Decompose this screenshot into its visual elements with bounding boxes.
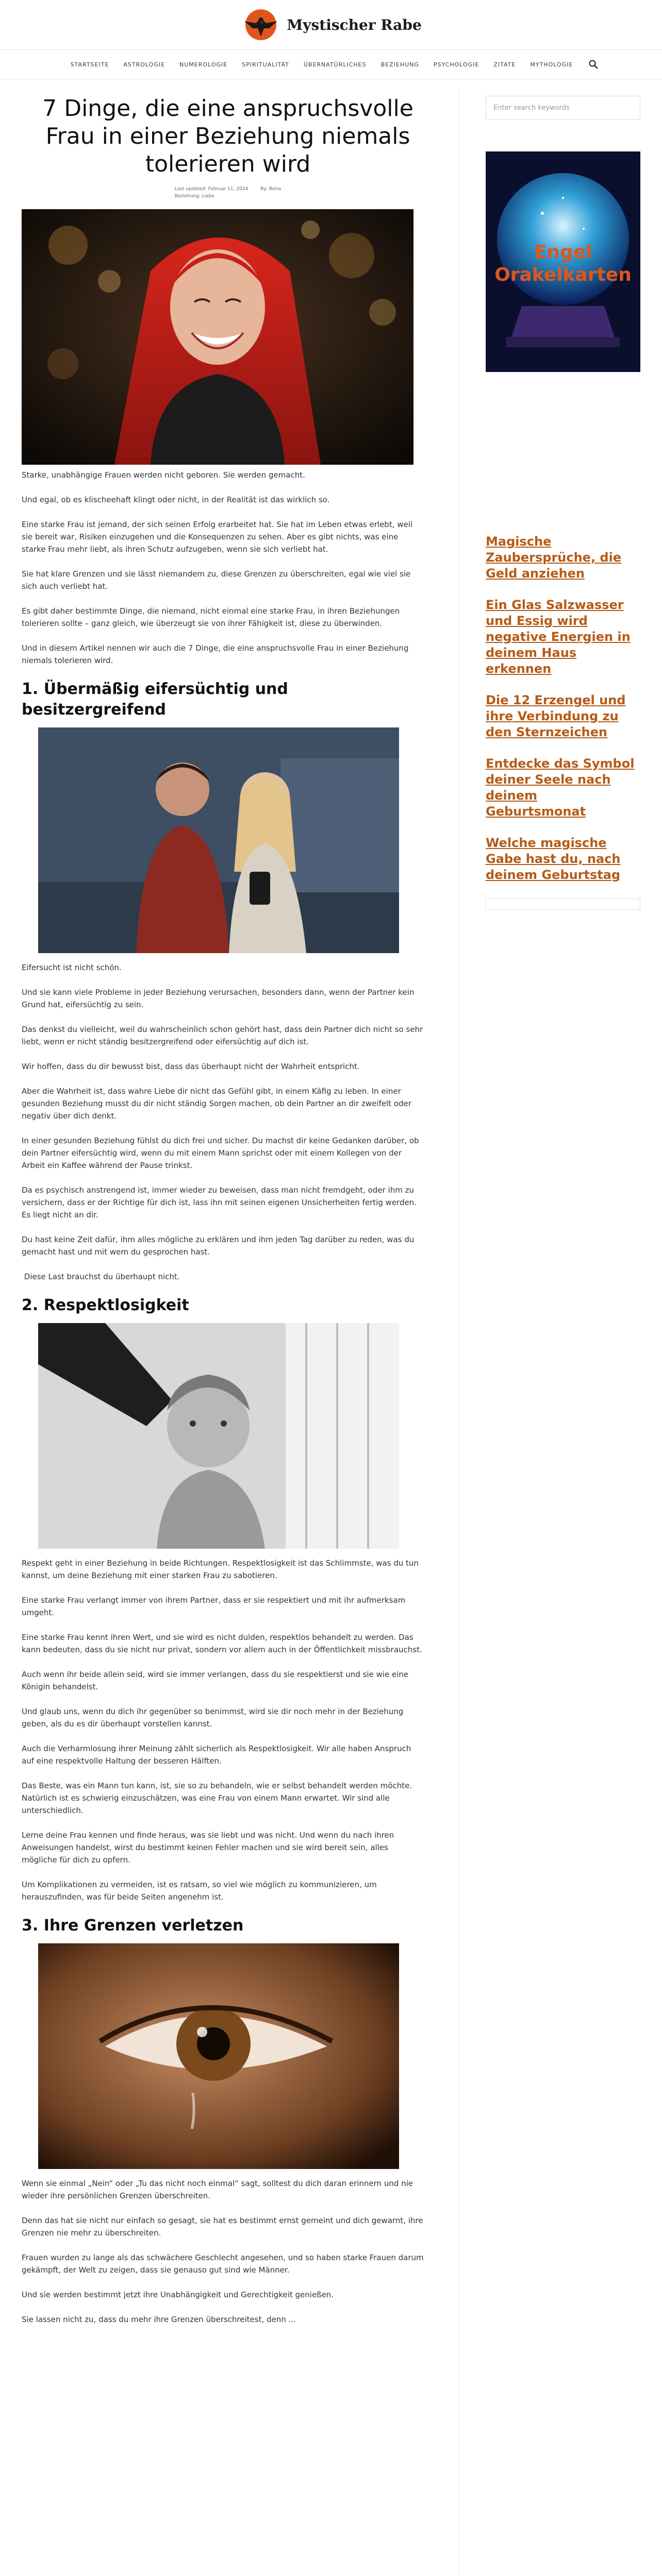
nav-item-zitate[interactable]: ZITATE [493,61,516,68]
site-header [0,0,662,49]
nav-item-mythologie[interactable]: MYTHOLOGIE [530,61,573,68]
intro-paragraph: Und in diesem Artikel nennen wir auch die 7 Dinge, die eine anspruchsvolle Frau in einer Beziehung niemals tolerieren wird. [22,643,409,665]
oracle-card-widget[interactable] [486,120,640,374]
section-paragraph: Das denkst du vielleicht, weil du wahrscheinlich schon gehört hast, dass dein Partner dich nicht so sehr liebt, wenn er nicht ständig besitzergreifend oder eifersüchtig auf dich ist. [22,1025,423,1046]
section-paragraph: Eine starke Frau verlangt immer von ihrem Partner, dass er sie respektiert und mit ihr aufmerksam umgeht. [22,1596,406,1617]
nav-item-spiritualitaet[interactable]: SPIRITUALITÄT [242,61,289,68]
section-paragraph: Da es psychisch anstrengend ist, immer wieder zu beweisen, dass man nicht fremdgeht, oder ihm zu versichern, dass er der Richtige für dich ist, lass ihn mit seinen eigenen Unsicherheiten fertig werden. Es liegt nicht an dir. [22,1185,417,1219]
sidebar-link-list [486,534,640,883]
nav-item-startseite[interactable]: STARTSEITE [70,61,109,68]
nav-item-uebernatuerliches[interactable]: ÜBERNATÜRLICHES [303,61,367,68]
intro-paragraph: Sie hat klare Grenzen und sie lässt niemandem zu, diese Grenzen zu überschreiten, egal wie viel sie sich auch verliebt hat. [22,569,411,591]
intro-paragraph: Starke, unabhängige Frauen werden nicht geboren. Sie werden gemacht. [22,470,305,480]
section-paragraph: Und sie kann viele Probleme in jeder Beziehung verursachen, besonders dann, wenn der Partner kein Grund hat, eifersüchtig zu sein. [22,988,415,1009]
nav-item-numerologie[interactable]: NUMEROLOGIE [179,61,228,68]
sidebar-search-input[interactable]: Enter search keywords [486,96,640,120]
section-paragraph: Sie lassen nicht zu, dass du mehr ihre Grenzen überschreitest, denn ... [22,2315,296,2324]
meta-category[interactable]: Beziehung, Liebe [174,194,215,199]
sidebar-link[interactable]: Die 12 Erzengel und ihre Verbindung zu den Sternzeichen [486,693,626,739]
section-paragraph: In einer gesunden Beziehung fühlst du dich frei und sicher. Du machst dir keine Gedanken darüber, ob dein Partner eifersüchtig wird, wenn du mit einem Mann sprichst oder mit einem Kollegen von der Arbeit ein Kaffee während der Pause trinkst. [22,1136,419,1170]
section-heading-jealousy: 1. Übermäßig eifersüchtig und besitzergreifend [22,680,288,719]
hero-image-laughing-woman [22,209,413,465]
section-paragraph: Wir hoffen, dass du dir bewusst bist, dass das überhaupt nicht der Wahrheit entspricht. [22,1062,360,1071]
section-image-teary-eye [38,1943,399,2169]
section-paragraph: Eifersucht ist nicht schön. [22,963,122,972]
sidebar-ad-placeholder [486,899,640,910]
section-heading-boundaries: 3. Ihre Grenzen verletzen [22,1917,244,1935]
section-paragraph: Das Beste, was ein Mann tun kann, ist, sie so zu behandeln, wie er selbst behandelt werden möchte. Natürlich ist es schwierig einzuschätzen, was eine Frau von einem Mann erwartet. Wir sind alle unterschiedlich. [22,1781,412,1815]
intro-paragraph: Es gibt daher bestimmte Dinge, die niemand, nicht einmal eine starke Frau, in ihren Beziehungen tolerieren sollte – ganz gleich, wie überzeugt sie von ihrer Fähigkeit ist, diese zu überwinden. [22,606,400,628]
section-paragraph: Frauen wurden zu lange als das schwächere Geschlecht angesehen, und so haben starke Frauen darum gekämpft, der Welt zu zeigen, dass sie genauso gut sind wie Männer. [22,2253,424,2275]
search-icon[interactable] [588,59,599,70]
section-paragraph: Aber die Wahrheit ist, dass wahre Liebe dir nicht das Gefühl gibt, in einem Käfig zu leben. In einer gesunden Beziehung musst du dir nicht ständig Sorgen machen, ob dein Partner an dir zweifelt oder negativ über dich denkt. [22,1087,411,1121]
section-paragraph: Wenn sie einmal „Nein“ oder „Tu das nicht noch einmal“ sagt, solltest du dich daran erinnern und nie wieder ihre persönlichen Grenzen überschreiten. [22,2179,413,2200]
sidebar-link[interactable]: Welche magische Gabe hast du, nach deinem Geburtstag [486,836,621,882]
meta-author[interactable]: By: Beira [260,187,282,192]
nav-item-astrologie[interactable]: ASTROLOGIE [123,61,166,68]
section-paragraph: Um Komplikationen zu vermeiden, ist es ratsam, so viel wie möglich zu kommunizieren, um herauszufinden, was für beide Seiten angenehm ist. [22,1880,377,1902]
sidebar-link[interactable]: Ein Glas Salzwasser und Essig wird negative Energien in deinem Haus erkennen [486,598,631,676]
section-heading-disrespect: 2. Respektlosigkeit [22,1296,189,1314]
article-title: 7 Dinge, die eine anspruchsvolle Frau in einer Beziehung niemals tolerieren wird [42,95,413,177]
section-paragraph: Diese Last brauchst du überhaupt nicht. [22,1272,180,1281]
section-paragraph: Auch die Verharmlosung ihrer Meinung zählt sicherlich als Respektlosigkeit. Wir alle haben Anspruch auf eine respektvolle Haltung der besseren Hälften. [22,1744,411,1766]
section-paragraph: Respekt geht in einer Beziehung in beide Richtungen. Respektlosigkeit ist das Schlimmste, was du tun kannst, um deine Beziehung mit einer starken Frau zu sabotieren. [22,1558,419,1580]
section-paragraph: Und glaub uns, wenn du dich ihr gegenüber so benimmst, wird sie dir noch mehr in der Beziehung geben, als du es dir überhaupt vorstellen kannst. [22,1707,404,1728]
section-paragraph: Auch wenn ihr beide allein seid, wird sie immer verlangen, dass du sie respektierst und sie wie eine Königin behandelst. [22,1670,409,1691]
raven-logo-icon [240,6,282,44]
site-title: Mystischer Rabe [287,16,422,33]
article-meta [22,185,434,200]
section-paragraph: Du hast keine Zeit dafür, ihm alles mögliche zu erklären und ihm jeden Tag darüber zu reden, was du gemacht hast und mit wem du gesprochen hast. [22,1235,415,1257]
section-paragraph: Denn das hat sie nicht nur einfach so gesagt, sie hat es bestimmt ernst gemeint und dich gewarnt, ihre Grenzen nie mehr zu überschreiten. [22,2216,423,2238]
sidebar-link[interactable]: Entdecke das Symbol deiner Seele nach deinem Geburtsmonat [486,756,635,819]
section-paragraph: Eine starke Frau kennt ihren Wert, und sie wird es nicht dulden, respektlos behandelt zu werden. Das kann bedeuten, dass du sie nicht nur privat, sondern vor allem auch in der Öffentlichkeit missbrauchst. [22,1633,422,1654]
site-logo[interactable] [240,6,422,44]
nav-item-beziehung[interactable]: BEZIEHUNG [380,61,419,68]
main-navigation [0,49,662,79]
sidebar [486,89,640,910]
sidebar-link[interactable]: Magische Zaubersprüche, die Geld anziehen [486,534,622,581]
article [22,89,434,2338]
section-paragraph: Lerne deine Frau kennen und finde heraus, was sie liebt und was nicht. Und wenn du nach ihren Anweisungen handelst, wirst du bestimmt keinen Fehler machen und sie wird bereit sein, alles mögliche für dich zu opfern. [22,1831,394,1865]
intro-paragraph: Und egal, ob es klischeehaft klingt oder nicht, in der Realität ist das wirklich so. [22,495,330,504]
intro-paragraph: Eine starke Frau ist jemand, der sich seinen Erfolg erarbeitet hat. Sie hat im Leben etwas erlebt, weil sie bereit war, Risiken einzugehen und die Konsequenzen zu sehen. Aber es gibt nichts, was eine starke Frau mehr liebt, als ihren Schutz aufzugeben, wenn sie sich verliebt hat. [22,520,413,554]
nav-item-psychologie[interactable]: PSYCHOLOGIE [433,61,479,68]
section-image-jealous-couple [38,727,399,953]
meta-updated: Last updated: Februar 11, 2024 [174,187,249,192]
section-image-disrespect [38,1323,399,1549]
widget-title: Engel Orakelkarten [494,242,632,285]
section-paragraph: Und sie werden bestimmt jetzt ihre Unabhängigkeit und Gerechtigkeit genießen. [22,2290,334,2299]
